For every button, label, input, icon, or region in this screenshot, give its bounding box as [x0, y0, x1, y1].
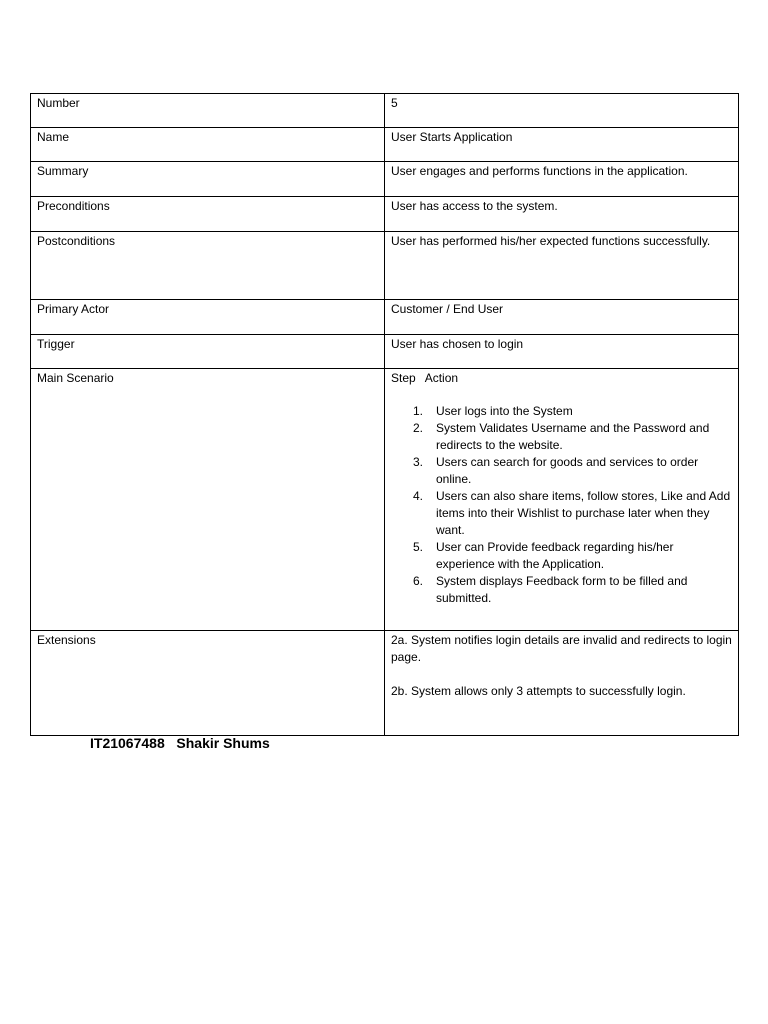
trigger-value: User has chosen to login: [385, 335, 739, 369]
table-row-extensions: [31, 631, 739, 736]
step-number: 3.: [413, 455, 424, 469]
author-footer: [90, 734, 270, 752]
extension-item: 2b. System allows only 3 attempts to successfully login.: [391, 684, 686, 698]
extensions-value: [385, 631, 739, 736]
name-label: Name: [31, 128, 385, 162]
step-number: 6.: [413, 574, 424, 588]
step-text: User logs into the System: [436, 404, 573, 418]
table-row-summary: [31, 162, 739, 197]
list-item: [413, 488, 732, 539]
step-text: User can Provide feedback regarding his/her experience with the Application.: [436, 540, 674, 571]
list-item: [413, 403, 732, 420]
primary-actor-value: Customer / End User: [385, 300, 739, 335]
step-text: System Validates Username and the Password and redirects to the website.: [436, 421, 710, 452]
step-number: 5.: [413, 540, 424, 554]
step-action-header: [391, 370, 732, 387]
table-row-trigger: [31, 335, 739, 369]
step-text: Users can also share items, follow stores, Like and Add items into their Wishlist to purchase later when they want.: [436, 489, 731, 537]
action-header-label: Action: [424, 371, 459, 385]
table-row-name: [31, 128, 739, 162]
main-scenario-label: Main Scenario: [31, 369, 385, 631]
extensions-label: Extensions: [31, 631, 385, 736]
scenario-steps-list: [391, 403, 732, 607]
number-label: Number: [31, 94, 385, 128]
main-scenario-value: [385, 369, 739, 631]
trigger-label: Trigger: [31, 335, 385, 369]
extension-item: 2a. System notifies login details are invalid and redirects to login page.: [391, 633, 732, 664]
step-text: System displays Feedback form to be filled and submitted.: [436, 574, 688, 605]
postconditions-label: Postconditions: [31, 232, 385, 300]
list-item: [413, 454, 732, 488]
step-number: 1.: [413, 404, 424, 418]
list-item: [413, 539, 732, 573]
summary-label: Summary: [31, 162, 385, 197]
step-header-label: Step: [391, 371, 416, 385]
student-id: IT21067488: [90, 735, 165, 751]
preconditions-label: Preconditions: [31, 197, 385, 232]
primary-actor-label: Primary Actor: [31, 300, 385, 335]
student-name: Shakir Shums: [176, 735, 270, 751]
table-row-number: [31, 94, 739, 128]
step-text: Users can search for goods and services to order online.: [436, 455, 699, 486]
list-item: [413, 573, 732, 607]
preconditions-value: User has access to the system.: [385, 197, 739, 232]
use-case-table: [30, 93, 739, 736]
name-value: User Starts Application: [385, 128, 739, 162]
step-number: 4.: [413, 489, 424, 503]
summary-value: User engages and performs functions in the application.: [385, 162, 739, 197]
table-row-preconditions: [31, 197, 739, 232]
number-value: 5: [385, 94, 739, 128]
list-item: [413, 420, 732, 454]
table-row-primary-actor: [31, 300, 739, 335]
postconditions-value: User has performed his/her expected functions successfully.: [385, 232, 739, 300]
step-number: 2.: [413, 421, 424, 435]
table-row-postconditions: [31, 232, 739, 300]
table-row-main-scenario: [31, 369, 739, 631]
